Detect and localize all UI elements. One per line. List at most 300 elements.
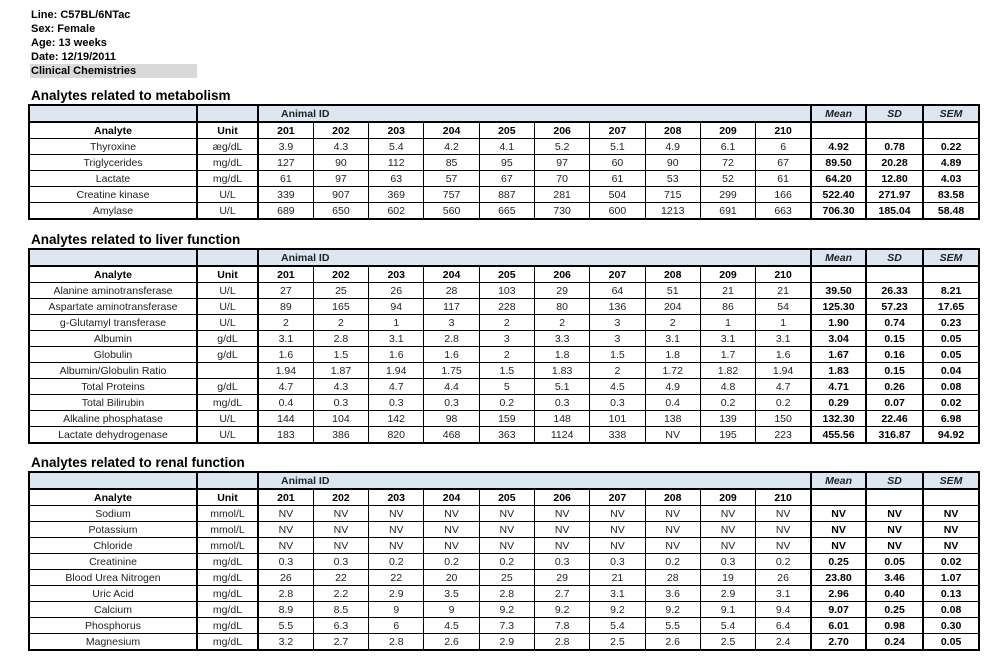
value-cell: 4.7 — [756, 379, 811, 395]
value-cell: 3.1 — [700, 331, 755, 347]
sd-cell: 185.04 — [866, 203, 923, 220]
unit-cell: æg/dL — [197, 139, 258, 155]
mean-cell: 455.56 — [811, 427, 866, 444]
value-cell: 2 — [313, 315, 368, 331]
sem-cell: 0.08 — [923, 379, 979, 395]
value-cell: 3.5 — [424, 586, 479, 602]
analyte-name: Thyroxine — [29, 139, 197, 155]
sd-cell: 3.46 — [866, 570, 923, 586]
value-cell: 3.9 — [258, 139, 313, 155]
blank-header-cell — [29, 105, 197, 122]
value-cell: 4.2 — [424, 139, 479, 155]
animal-id-column-header: 201 — [258, 266, 313, 283]
value-cell: 1.5 — [313, 347, 368, 363]
analyte-name: Creatinine — [29, 554, 197, 570]
value-cell: 5.1 — [534, 379, 589, 395]
value-cell: 3.2 — [258, 634, 313, 651]
value-cell: 25 — [313, 283, 368, 299]
value-cell: 0.3 — [700, 554, 755, 570]
unit-cell: U/L — [197, 203, 258, 220]
table-row — [29, 331, 979, 347]
sd-cell: 26.33 — [866, 283, 923, 299]
value-cell: 0.3 — [313, 395, 368, 411]
value-cell: 3.1 — [645, 331, 700, 347]
value-cell: 299 — [700, 187, 755, 203]
value-cell: 2.8 — [258, 586, 313, 602]
value-cell: 0.3 — [258, 554, 313, 570]
value-cell: 0.4 — [645, 395, 700, 411]
value-cell: NV — [590, 538, 645, 554]
table-row — [29, 299, 979, 315]
value-cell: 21 — [590, 570, 645, 586]
sd-cell: 271.97 — [866, 187, 923, 203]
value-cell: 223 — [756, 427, 811, 444]
value-cell: 2.6 — [424, 634, 479, 651]
value-cell: 339 — [258, 187, 313, 203]
unit-cell: U/L — [197, 411, 258, 427]
value-cell: 0.2 — [756, 554, 811, 570]
unit-cell: mmol/L — [197, 538, 258, 554]
unit-cell: g/dL — [197, 347, 258, 363]
sd-cell: 57.23 — [866, 299, 923, 315]
value-cell: 4.8 — [700, 379, 755, 395]
value-cell: NV — [534, 522, 589, 538]
value-cell: 2.8 — [369, 634, 424, 651]
value-cell: 148 — [534, 411, 589, 427]
value-cell: 1.94 — [756, 363, 811, 379]
animal-id-column-header: 206 — [534, 266, 589, 283]
mean-cell: 2.96 — [811, 586, 866, 602]
value-cell: NV — [756, 522, 811, 538]
value-cell: 28 — [424, 283, 479, 299]
value-cell: 136 — [590, 299, 645, 315]
blank-header-cell — [197, 105, 258, 122]
mean-cell: 522.40 — [811, 187, 866, 203]
sem-cell: 4.89 — [923, 155, 979, 171]
value-cell: 757 — [424, 187, 479, 203]
value-cell: 2 — [479, 347, 534, 363]
value-cell: 9 — [424, 602, 479, 618]
value-cell: 363 — [479, 427, 534, 444]
value-cell: 103 — [479, 283, 534, 299]
mean-header: Mean — [811, 472, 866, 489]
value-cell: 3.1 — [590, 586, 645, 602]
value-cell: 159 — [479, 411, 534, 427]
unit-cell: U/L — [197, 315, 258, 331]
value-cell: 4.3 — [313, 379, 368, 395]
value-cell: 195 — [700, 427, 755, 444]
unit-cell: mg/dL — [197, 155, 258, 171]
value-cell: 1.6 — [756, 347, 811, 363]
renal-table — [28, 471, 980, 651]
value-cell: NV — [424, 506, 479, 522]
value-cell: 2.8 — [479, 586, 534, 602]
mean-cell: 39.50 — [811, 283, 866, 299]
sem-cell: 58.48 — [923, 203, 979, 220]
value-cell: 2.9 — [700, 586, 755, 602]
value-cell: NV — [479, 522, 534, 538]
value-cell: 5.4 — [590, 618, 645, 634]
value-cell: 369 — [369, 187, 424, 203]
analyte-name: Phosphorus — [29, 618, 197, 634]
value-cell: 64 — [590, 283, 645, 299]
liver-table — [28, 248, 980, 444]
value-cell: 9.2 — [534, 602, 589, 618]
value-cell: 127 — [258, 155, 313, 171]
value-cell: NV — [645, 427, 700, 444]
value-cell: 5.5 — [258, 618, 313, 634]
animal-id-column-header: 210 — [756, 489, 811, 506]
analyte-name: Magnesium — [29, 634, 197, 651]
animal-id-column-header: 204 — [424, 122, 479, 139]
unit-cell: g/dL — [197, 331, 258, 347]
value-cell: 0.3 — [534, 554, 589, 570]
value-cell: 52 — [700, 171, 755, 187]
value-cell: 166 — [756, 187, 811, 203]
value-cell: 61 — [258, 171, 313, 187]
value-cell: 97 — [534, 155, 589, 171]
analyte-name: Globulin — [29, 347, 197, 363]
value-cell: 2.8 — [534, 634, 589, 651]
mean-cell: NV — [811, 538, 866, 554]
value-cell: 4.9 — [645, 379, 700, 395]
sem-cell: 0.13 — [923, 586, 979, 602]
animal-id-column-header: 203 — [369, 266, 424, 283]
value-cell: 5.4 — [700, 618, 755, 634]
value-cell: NV — [645, 538, 700, 554]
table-row — [29, 506, 979, 522]
value-cell: 104 — [313, 411, 368, 427]
table-row — [29, 570, 979, 586]
value-cell: 25 — [479, 570, 534, 586]
value-cell: 9 — [369, 602, 424, 618]
mean-cell: 4.92 — [811, 139, 866, 155]
value-cell: 1124 — [534, 427, 589, 444]
value-cell: 9.4 — [756, 602, 811, 618]
sd-cell: 0.05 — [866, 554, 923, 570]
table-row — [29, 171, 979, 187]
analyte-name: Triglycerides — [29, 155, 197, 171]
table-row — [29, 586, 979, 602]
sd-cell: 0.98 — [866, 618, 923, 634]
value-cell: 560 — [424, 203, 479, 220]
value-cell: 89 — [258, 299, 313, 315]
value-cell: 3.1 — [369, 331, 424, 347]
table-row — [29, 283, 979, 299]
analyte-name: Aspartate aminotransferase — [29, 299, 197, 315]
category-label: Clinical Chemistries — [30, 64, 197, 78]
analyte-name: Lactate dehydrogenase — [29, 427, 197, 444]
value-cell: 61 — [756, 171, 811, 187]
value-cell: 2.4 — [756, 634, 811, 651]
sd-blank — [866, 489, 923, 506]
mean-blank — [811, 489, 866, 506]
value-cell: 887 — [479, 187, 534, 203]
value-cell: 2 — [479, 315, 534, 331]
value-cell: 5.5 — [645, 618, 700, 634]
value-cell: 338 — [590, 427, 645, 444]
value-cell: 0.3 — [590, 554, 645, 570]
animal-id-column-header: 201 — [258, 122, 313, 139]
value-cell: 0.4 — [258, 395, 313, 411]
mean-cell: NV — [811, 522, 866, 538]
animal-id-column-header: 205 — [479, 122, 534, 139]
mean-cell: 3.04 — [811, 331, 866, 347]
value-cell: 101 — [590, 411, 645, 427]
value-cell: 907 — [313, 187, 368, 203]
value-cell: 90 — [313, 155, 368, 171]
animal-id-column-header: 209 — [700, 489, 755, 506]
value-cell: NV — [313, 538, 368, 554]
value-cell: 3.1 — [756, 586, 811, 602]
analyte-name: Uric Acid — [29, 586, 197, 602]
unit-header: Unit — [197, 122, 258, 139]
value-cell: 29 — [534, 570, 589, 586]
value-cell: 138 — [645, 411, 700, 427]
animal-id-column-header: 201 — [258, 489, 313, 506]
value-cell: NV — [534, 538, 589, 554]
value-cell: 5 — [479, 379, 534, 395]
value-cell: 2.8 — [313, 331, 368, 347]
sem-blank — [923, 122, 979, 139]
sd-cell: 0.07 — [866, 395, 923, 411]
value-cell: 144 — [258, 411, 313, 427]
table-row — [29, 187, 979, 203]
mean-cell: 132.30 — [811, 411, 866, 427]
column-header-row — [29, 122, 979, 139]
animal-id-column-header: 205 — [479, 266, 534, 283]
mean-cell: 1.90 — [811, 315, 866, 331]
value-cell: 2 — [645, 315, 700, 331]
value-cell: 0.2 — [700, 395, 755, 411]
value-cell: 0.2 — [479, 554, 534, 570]
value-cell: 1.6 — [369, 347, 424, 363]
value-cell: 665 — [479, 203, 534, 220]
sem-cell: 0.05 — [923, 331, 979, 347]
value-cell: 2.9 — [369, 586, 424, 602]
value-cell: 27 — [258, 283, 313, 299]
value-cell: 228 — [479, 299, 534, 315]
unit-cell: mg/dL — [197, 554, 258, 570]
blank-header-cell — [197, 472, 258, 489]
value-cell: 2.9 — [479, 634, 534, 651]
sd-cell: 0.24 — [866, 634, 923, 651]
value-cell: 0.3 — [313, 554, 368, 570]
table-row — [29, 618, 979, 634]
mean-cell: NV — [811, 506, 866, 522]
sem-cell: 8.21 — [923, 283, 979, 299]
value-cell: 2.6 — [645, 634, 700, 651]
value-cell: 0.3 — [369, 395, 424, 411]
value-cell: 61 — [590, 171, 645, 187]
sem-cell: 0.05 — [923, 347, 979, 363]
unit-cell: mg/dL — [197, 634, 258, 651]
value-cell: NV — [700, 538, 755, 554]
mean-blank — [811, 122, 866, 139]
value-cell: 4.1 — [479, 139, 534, 155]
sex-label: Sex: Female — [31, 23, 96, 35]
value-cell: 21 — [756, 283, 811, 299]
sd-blank — [866, 266, 923, 283]
value-cell: 4.7 — [369, 379, 424, 395]
value-cell: 0.2 — [479, 395, 534, 411]
sem-blank — [923, 489, 979, 506]
report-metadata — [31, 8, 197, 78]
sd-cell: 0.15 — [866, 331, 923, 347]
value-cell: 95 — [479, 155, 534, 171]
mean-blank — [811, 266, 866, 283]
sem-cell: 17.65 — [923, 299, 979, 315]
unit-cell: U/L — [197, 299, 258, 315]
value-cell: 1.6 — [258, 347, 313, 363]
value-cell: 90 — [645, 155, 700, 171]
sem-cell: NV — [923, 538, 979, 554]
sem-cell: 0.02 — [923, 395, 979, 411]
value-cell: 67 — [756, 155, 811, 171]
table-row — [29, 411, 979, 427]
unit-cell: mg/dL — [197, 586, 258, 602]
value-cell: 689 — [258, 203, 313, 220]
sem-header: SEM — [923, 105, 979, 122]
table-row — [29, 554, 979, 570]
sd-cell: 316.87 — [866, 427, 923, 444]
unit-cell — [197, 363, 258, 379]
mean-cell: 64.20 — [811, 171, 866, 187]
mean-cell: 125.30 — [811, 299, 866, 315]
table-row — [29, 522, 979, 538]
table-row — [29, 139, 979, 155]
value-cell: NV — [479, 538, 534, 554]
sd-cell: 0.15 — [866, 363, 923, 379]
date-label: Date: 12/19/2011 — [31, 51, 117, 63]
animal-id-column-header: 210 — [756, 266, 811, 283]
sd-cell: 0.74 — [866, 315, 923, 331]
value-cell: NV — [534, 506, 589, 522]
value-cell: NV — [258, 538, 313, 554]
value-cell: 1.94 — [258, 363, 313, 379]
value-cell: 142 — [369, 411, 424, 427]
value-cell: 3 — [479, 331, 534, 347]
value-cell: 0.3 — [534, 395, 589, 411]
sd-cell: 20.28 — [866, 155, 923, 171]
sd-header: SD — [866, 105, 923, 122]
value-cell: 691 — [700, 203, 755, 220]
sem-header: SEM — [923, 472, 979, 489]
age-label: Age: 13 weeks — [31, 37, 107, 49]
value-cell: 6.1 — [700, 139, 755, 155]
value-cell: 3 — [590, 315, 645, 331]
analyte-name: Creatine kinase — [29, 187, 197, 203]
value-cell: 51 — [645, 283, 700, 299]
table-row — [29, 427, 979, 444]
unit-cell: U/L — [197, 283, 258, 299]
table-row — [29, 155, 979, 171]
unit-cell: mg/dL — [197, 171, 258, 187]
analyte-name: Albumin/Globulin Ratio — [29, 363, 197, 379]
value-cell: 117 — [424, 299, 479, 315]
group-header-row — [29, 105, 979, 122]
value-cell: NV — [369, 522, 424, 538]
unit-header: Unit — [197, 266, 258, 283]
blank-header-cell — [197, 249, 258, 266]
sd-blank — [866, 122, 923, 139]
sem-blank — [923, 266, 979, 283]
value-cell: 1 — [756, 315, 811, 331]
animal-id-column-header: 210 — [756, 122, 811, 139]
value-cell: NV — [590, 522, 645, 538]
value-cell: 1213 — [645, 203, 700, 220]
analyte-name: Alkaline phosphatase — [29, 411, 197, 427]
value-cell: 112 — [369, 155, 424, 171]
table-row — [29, 634, 979, 651]
value-cell: 28 — [645, 570, 700, 586]
sd-cell: 22.46 — [866, 411, 923, 427]
sd-cell: 12.80 — [866, 171, 923, 187]
value-cell: 4.4 — [424, 379, 479, 395]
value-cell: 5.2 — [534, 139, 589, 155]
value-cell: 0.2 — [756, 395, 811, 411]
value-cell: 67 — [479, 171, 534, 187]
value-cell: 63 — [369, 171, 424, 187]
value-cell: 29 — [534, 283, 589, 299]
sem-cell: 4.03 — [923, 171, 979, 187]
unit-cell: mg/dL — [197, 570, 258, 586]
value-cell: 1.72 — [645, 363, 700, 379]
animal-id-column-header: 209 — [700, 266, 755, 283]
value-cell: 6.3 — [313, 618, 368, 634]
value-cell: 650 — [313, 203, 368, 220]
value-cell: 98 — [424, 411, 479, 427]
column-header-row — [29, 489, 979, 506]
value-cell: 9.2 — [645, 602, 700, 618]
analyte-name: Potassium — [29, 522, 197, 538]
blank-header-cell — [29, 472, 197, 489]
value-cell: 85 — [424, 155, 479, 171]
mean-cell: 6.01 — [811, 618, 866, 634]
section-title-metabolism: Analytes related to metabolism — [31, 88, 231, 103]
mean-cell: 0.29 — [811, 395, 866, 411]
animal-id-column-header: 204 — [424, 489, 479, 506]
value-cell: NV — [700, 522, 755, 538]
unit-cell: mg/dL — [197, 602, 258, 618]
unit-cell: U/L — [197, 427, 258, 444]
animal-id-column-header: 207 — [590, 489, 645, 506]
sem-cell: 0.22 — [923, 139, 979, 155]
value-cell: NV — [479, 506, 534, 522]
value-cell: 26 — [756, 570, 811, 586]
value-cell: 4.7 — [258, 379, 313, 395]
value-cell: 1 — [369, 315, 424, 331]
value-cell: 22 — [369, 570, 424, 586]
mean-cell: 89.50 — [811, 155, 866, 171]
table-row — [29, 203, 979, 220]
value-cell: 80 — [534, 299, 589, 315]
animal-id-column-header: 206 — [534, 489, 589, 506]
value-cell: NV — [369, 506, 424, 522]
table-row — [29, 602, 979, 618]
value-cell: 1.6 — [424, 347, 479, 363]
unit-cell: U/L — [197, 187, 258, 203]
sd-header: SD — [866, 249, 923, 266]
sd-cell: 0.16 — [866, 347, 923, 363]
sem-cell: 6.98 — [923, 411, 979, 427]
value-cell: 3.1 — [756, 331, 811, 347]
sd-cell: NV — [866, 538, 923, 554]
mean-cell: 706.30 — [811, 203, 866, 220]
analyte-name: Chloride — [29, 538, 197, 554]
value-cell: 0.2 — [369, 554, 424, 570]
table-row — [29, 315, 979, 331]
